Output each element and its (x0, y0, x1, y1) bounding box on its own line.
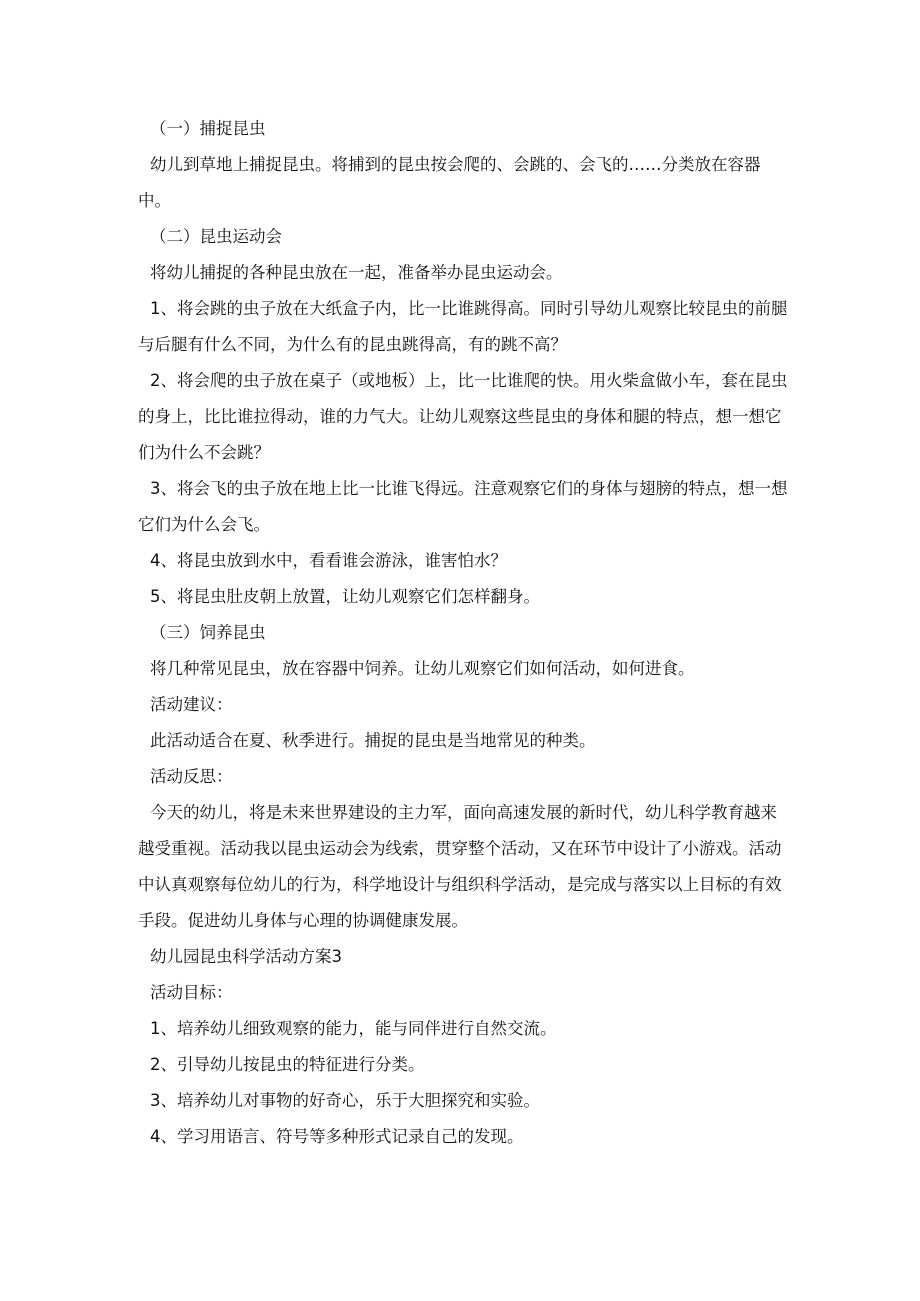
paragraph-raise-insects: 将几种常见昆虫，放在容器中饲养。让幼儿观察它们如何活动，如何进食。 (150, 659, 695, 678)
label-activity-reflection: 活动反思： (150, 767, 233, 786)
goal-item-1: 1、培养幼儿细致观察的能力，能与同伴进行自然交流。 (150, 1019, 557, 1038)
goal-item-2: 2、引导幼儿按昆虫的特征进行分类。 (150, 1055, 425, 1074)
plan-title: 幼儿园昆虫科学活动方案3 (150, 947, 342, 966)
paragraph-sports-intro: 将幼儿捕捉的各种昆虫放在一起，准备举办昆虫运动会。 (150, 263, 563, 282)
paragraph-activity-suggestion: 此活动适合在夏、秋季进行。捕捉的昆虫是当地常见的种类。 (150, 731, 596, 750)
label-activity-goals: 活动目标： (150, 983, 233, 1002)
list-item-swim: 4、将昆虫放到水中，看看谁会游泳，谁害怕水？ (150, 551, 507, 570)
section-heading-insect-sports: （二）昆虫运动会 (150, 227, 282, 246)
list-item-fly: 3、将会飞的虫子放在地上比一比谁飞得远。注意观察它们的身体与翅膀的特点，想一想它们为什么会飞。 (138, 479, 788, 534)
section-heading-raise-insects: （三）饲养昆虫 (150, 623, 266, 642)
paragraph-activity-reflection: 今天的幼儿，将是未来世界建设的主力军，面向高速发展的新时代，幼儿科学教育越来越受重视。活动我以昆虫运动会为线索，贯穿整个活动，又在环节中设计了小游戏。活动中认真观察每位幼儿的行为，科学地设计与组织科学活动，是完成与落实以上目标的有效手段。促进幼儿身体与心理的协调健康发展。 (138, 803, 782, 930)
goal-item-4: 4、学习用语言、符号等多种形式记录自己的发现。 (150, 1127, 524, 1146)
document-body (138, 111, 788, 1155)
list-item-flip: 5、将昆虫肚皮朝上放置，让幼儿观察它们怎样翻身。 (150, 587, 540, 606)
label-activity-suggestion: 活动建议： (150, 695, 233, 714)
list-item-crawl: 2、将会爬的虫子放在桌子（或地板）上，比一比谁爬的快。用火柴盒做小车，套在昆虫的身上，比比谁拉得动，谁的力气大。让幼儿观察这些昆虫的身体和腿的特点，想一想它们为什么不会跳？ (138, 371, 788, 462)
paragraph-catch-insects: 幼儿到草地上捕捉昆虫。将捕到的昆虫按会爬的、会跳的、会飞的……分类放在容器中。 (138, 155, 761, 210)
goal-item-3: 3、培养幼儿对事物的好奇心，乐于大胆探究和实验。 (150, 1091, 540, 1110)
section-heading-catch-insects: （一）捕捉昆虫 (150, 119, 266, 138)
list-item-jump: 1、将会跳的虫子放在大纸盒子内，比一比谁跳得高。同时引导幼儿观察比较昆虫的前腿与后腿有什么不同，为什么有的昆虫跳得高，有的跳不高？ (138, 299, 788, 354)
